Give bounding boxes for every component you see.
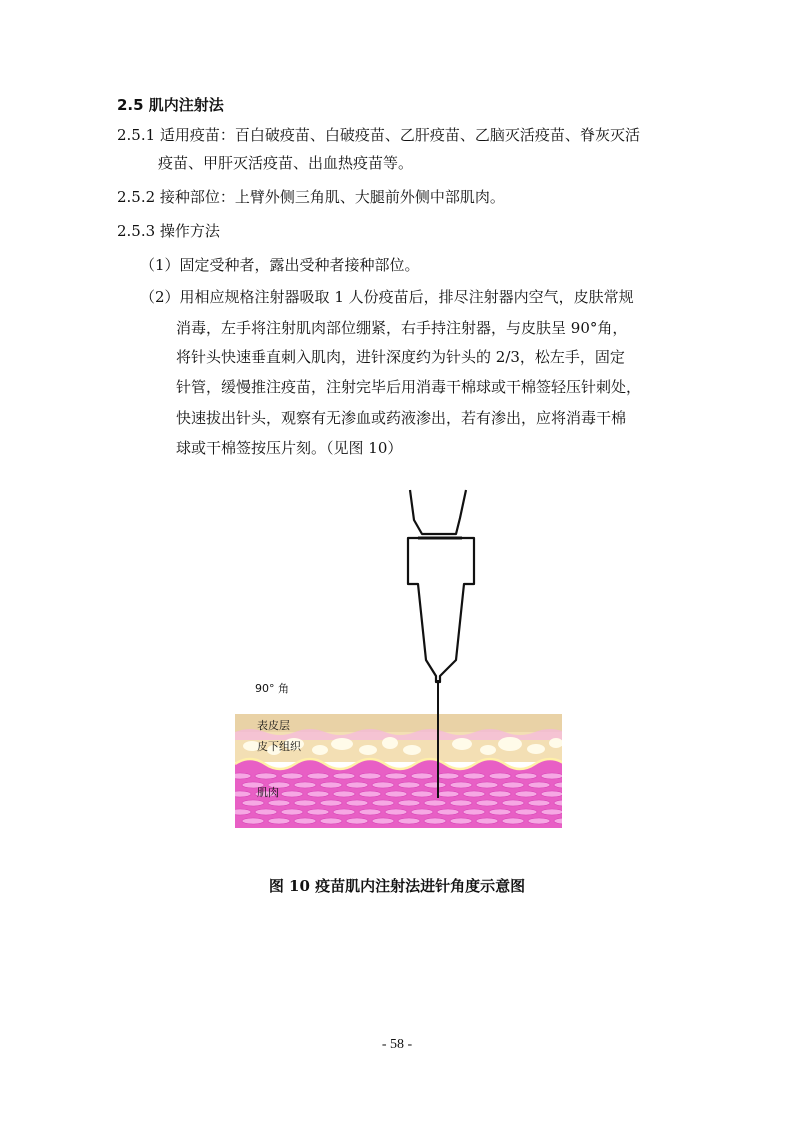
muscle-fibre-cell: [541, 791, 563, 797]
muscle-fibre-cell: [230, 791, 251, 797]
muscle-fibre-cell: [515, 809, 537, 815]
step-1-text: （1）固定受种者，露出受种者接种部位。: [140, 256, 420, 274]
muscle-fibre-cell: [502, 818, 524, 824]
muscle-fibre-cell: [346, 782, 368, 788]
muscle-fibre-cell: [528, 800, 550, 806]
muscle-fibre-cell: [424, 800, 446, 806]
muscle-fibre-cell: [372, 818, 394, 824]
muscle-fibre-cell: [450, 800, 472, 806]
muscle-fibre-cell: [567, 791, 570, 797]
muscle-fibre-cell: [385, 809, 407, 815]
muscle-fibre-cell: [281, 791, 303, 797]
muscle-fibre-cell: [450, 818, 472, 824]
muscle-fibre-cell: [437, 791, 459, 797]
muscle-fibre-cell: [230, 809, 251, 815]
muscle-fibre-cell: [450, 782, 472, 788]
page-number: - 58 -: [381, 1037, 413, 1052]
step-2-line5: 快速拔出针头，观察有无渗血或药液渗出，若有渗出，应将消毒干棉: [176, 409, 627, 427]
muscle-fibre-cell: [320, 818, 342, 824]
item-injection-site: 2.5.2 接种部位：上臂外侧三角肌、大腿前外侧中部肌肉。: [117, 188, 505, 206]
muscle-fibre-cell: [372, 782, 394, 788]
muscle-fibre-cell: [398, 800, 420, 806]
muscle-fibre-cell: [255, 773, 277, 779]
muscle-fibre-cell: [554, 818, 570, 824]
step-2-line3: 将针头快速垂直刺入肌肉，进针深度约为针头的 2/3，松左手，固定: [176, 348, 625, 366]
muscle-fibre-cell: [541, 809, 563, 815]
item-applicable-vaccines-line1: 2.5.1 适用疫苗：百白破疫苗、白破疫苗、乙肝疫苗、乙脑灭活疫苗、脊灰灭活: [117, 126, 640, 144]
step-2-line6: 球或干棉签按压片刻。（见图 10）: [176, 439, 403, 457]
muscle-fibre-cell: [541, 773, 563, 779]
muscle-fibre-cell: [385, 791, 407, 797]
muscle-fibre-cell: [554, 782, 570, 788]
figure-caption: 图 10 疫苗肌内注射法进针角度示意图: [268, 877, 526, 895]
step-2-line4: 针管，缓慢推注疫苗，注射完毕后用消毒干棉球或干棉签轻压针刺处，: [176, 378, 642, 396]
injection-angle-figure: [230, 488, 570, 833]
muscle-fibre-cell: [255, 809, 277, 815]
muscle-fibre-cell: [411, 791, 433, 797]
muscle-fibre-cell: [476, 818, 498, 824]
syringe-illustration: [408, 490, 474, 682]
muscle-fibre-cell: [411, 773, 433, 779]
muscle-fibre-cell: [489, 791, 511, 797]
muscle-fibre-cell: [333, 773, 355, 779]
subcutaneous-label: 皮下组织: [257, 740, 301, 753]
muscle-fibre-cell: [333, 809, 355, 815]
muscle-fibre-cell: [359, 809, 381, 815]
muscle-fibre-cell: [385, 773, 407, 779]
step-2-line1: （2）用相应规格注射器吸取 1 人份疫苗后，排尽注射器内空气，皮肤常规: [140, 288, 634, 306]
muscle-fibre-cell: [372, 800, 394, 806]
muscle-fibre-cell: [268, 818, 290, 824]
muscle-fibre-cell: [424, 782, 446, 788]
muscle-fibre-cell: [346, 800, 368, 806]
muscle-label: 肌肉: [257, 786, 279, 799]
muscle-fibre-cell: [528, 818, 550, 824]
muscle-fibre-cell: [476, 782, 498, 788]
muscle-fibre-cell: [502, 800, 524, 806]
muscle-fibre-cell: [437, 773, 459, 779]
muscle-fibre-cell: [307, 773, 329, 779]
muscle-fibre-cell: [333, 791, 355, 797]
muscle-fibre-cell: [437, 809, 459, 815]
muscle-fibre-cell: [307, 791, 329, 797]
muscle-fibre-cell: [346, 818, 368, 824]
muscle-fibre-cell: [242, 800, 264, 806]
muscle-fibre-cell: [398, 818, 420, 824]
muscle-fibre-cell: [411, 809, 433, 815]
muscle-fibre-cell: [515, 791, 537, 797]
muscle-fibre-cell: [528, 782, 550, 788]
muscle-fibre-cell: [398, 782, 420, 788]
muscle-fibre-cell: [294, 800, 316, 806]
muscle-fibre-cell: [515, 773, 537, 779]
section-title: 2.5 肌内注射法: [117, 96, 224, 114]
muscle-fibre-cell: [489, 773, 511, 779]
item-operation-method: 2.5.3 操作方法: [117, 222, 220, 240]
muscle-fibre-cell: [307, 809, 329, 815]
muscle-fibre-cell: [242, 818, 264, 824]
item-applicable-vaccines-line2: 疫苗、甲肝灭活疫苗、出血热疫苗等。: [158, 154, 414, 172]
muscle-fibre-cell: [567, 809, 570, 815]
muscle-fibre-cell: [268, 800, 290, 806]
step-2-line2: 消毒，左手将注射肌肉部位绷紧，右手持注射器，与皮肤呈 90°角，: [176, 319, 628, 337]
muscle-fibre-cell: [476, 800, 498, 806]
muscle-fibre-cell: [294, 782, 316, 788]
muscle-fibre-cell: [567, 773, 570, 779]
angle-label: 90° 角: [255, 682, 289, 695]
muscle-fibre-cell: [489, 809, 511, 815]
muscle-fibre-cell: [424, 818, 446, 824]
muscle-fibre-cell: [463, 773, 485, 779]
muscle-fibre-cell: [359, 773, 381, 779]
muscle-fibre-cell: [463, 809, 485, 815]
muscle-fibre-cell: [294, 818, 316, 824]
muscle-fibre-cell: [320, 800, 342, 806]
epidermis-label: 表皮层: [257, 719, 290, 732]
muscle-fibre-cell: [320, 782, 342, 788]
muscle-fibre-cell: [554, 800, 570, 806]
muscle-fibre-cell: [463, 791, 485, 797]
muscle-fibre-cell: [359, 791, 381, 797]
muscle-fibre-cell: [502, 782, 524, 788]
muscle-fibre-cell: [281, 809, 303, 815]
muscle-fibre-cell: [281, 773, 303, 779]
muscle-fibre-cell: [230, 773, 251, 779]
